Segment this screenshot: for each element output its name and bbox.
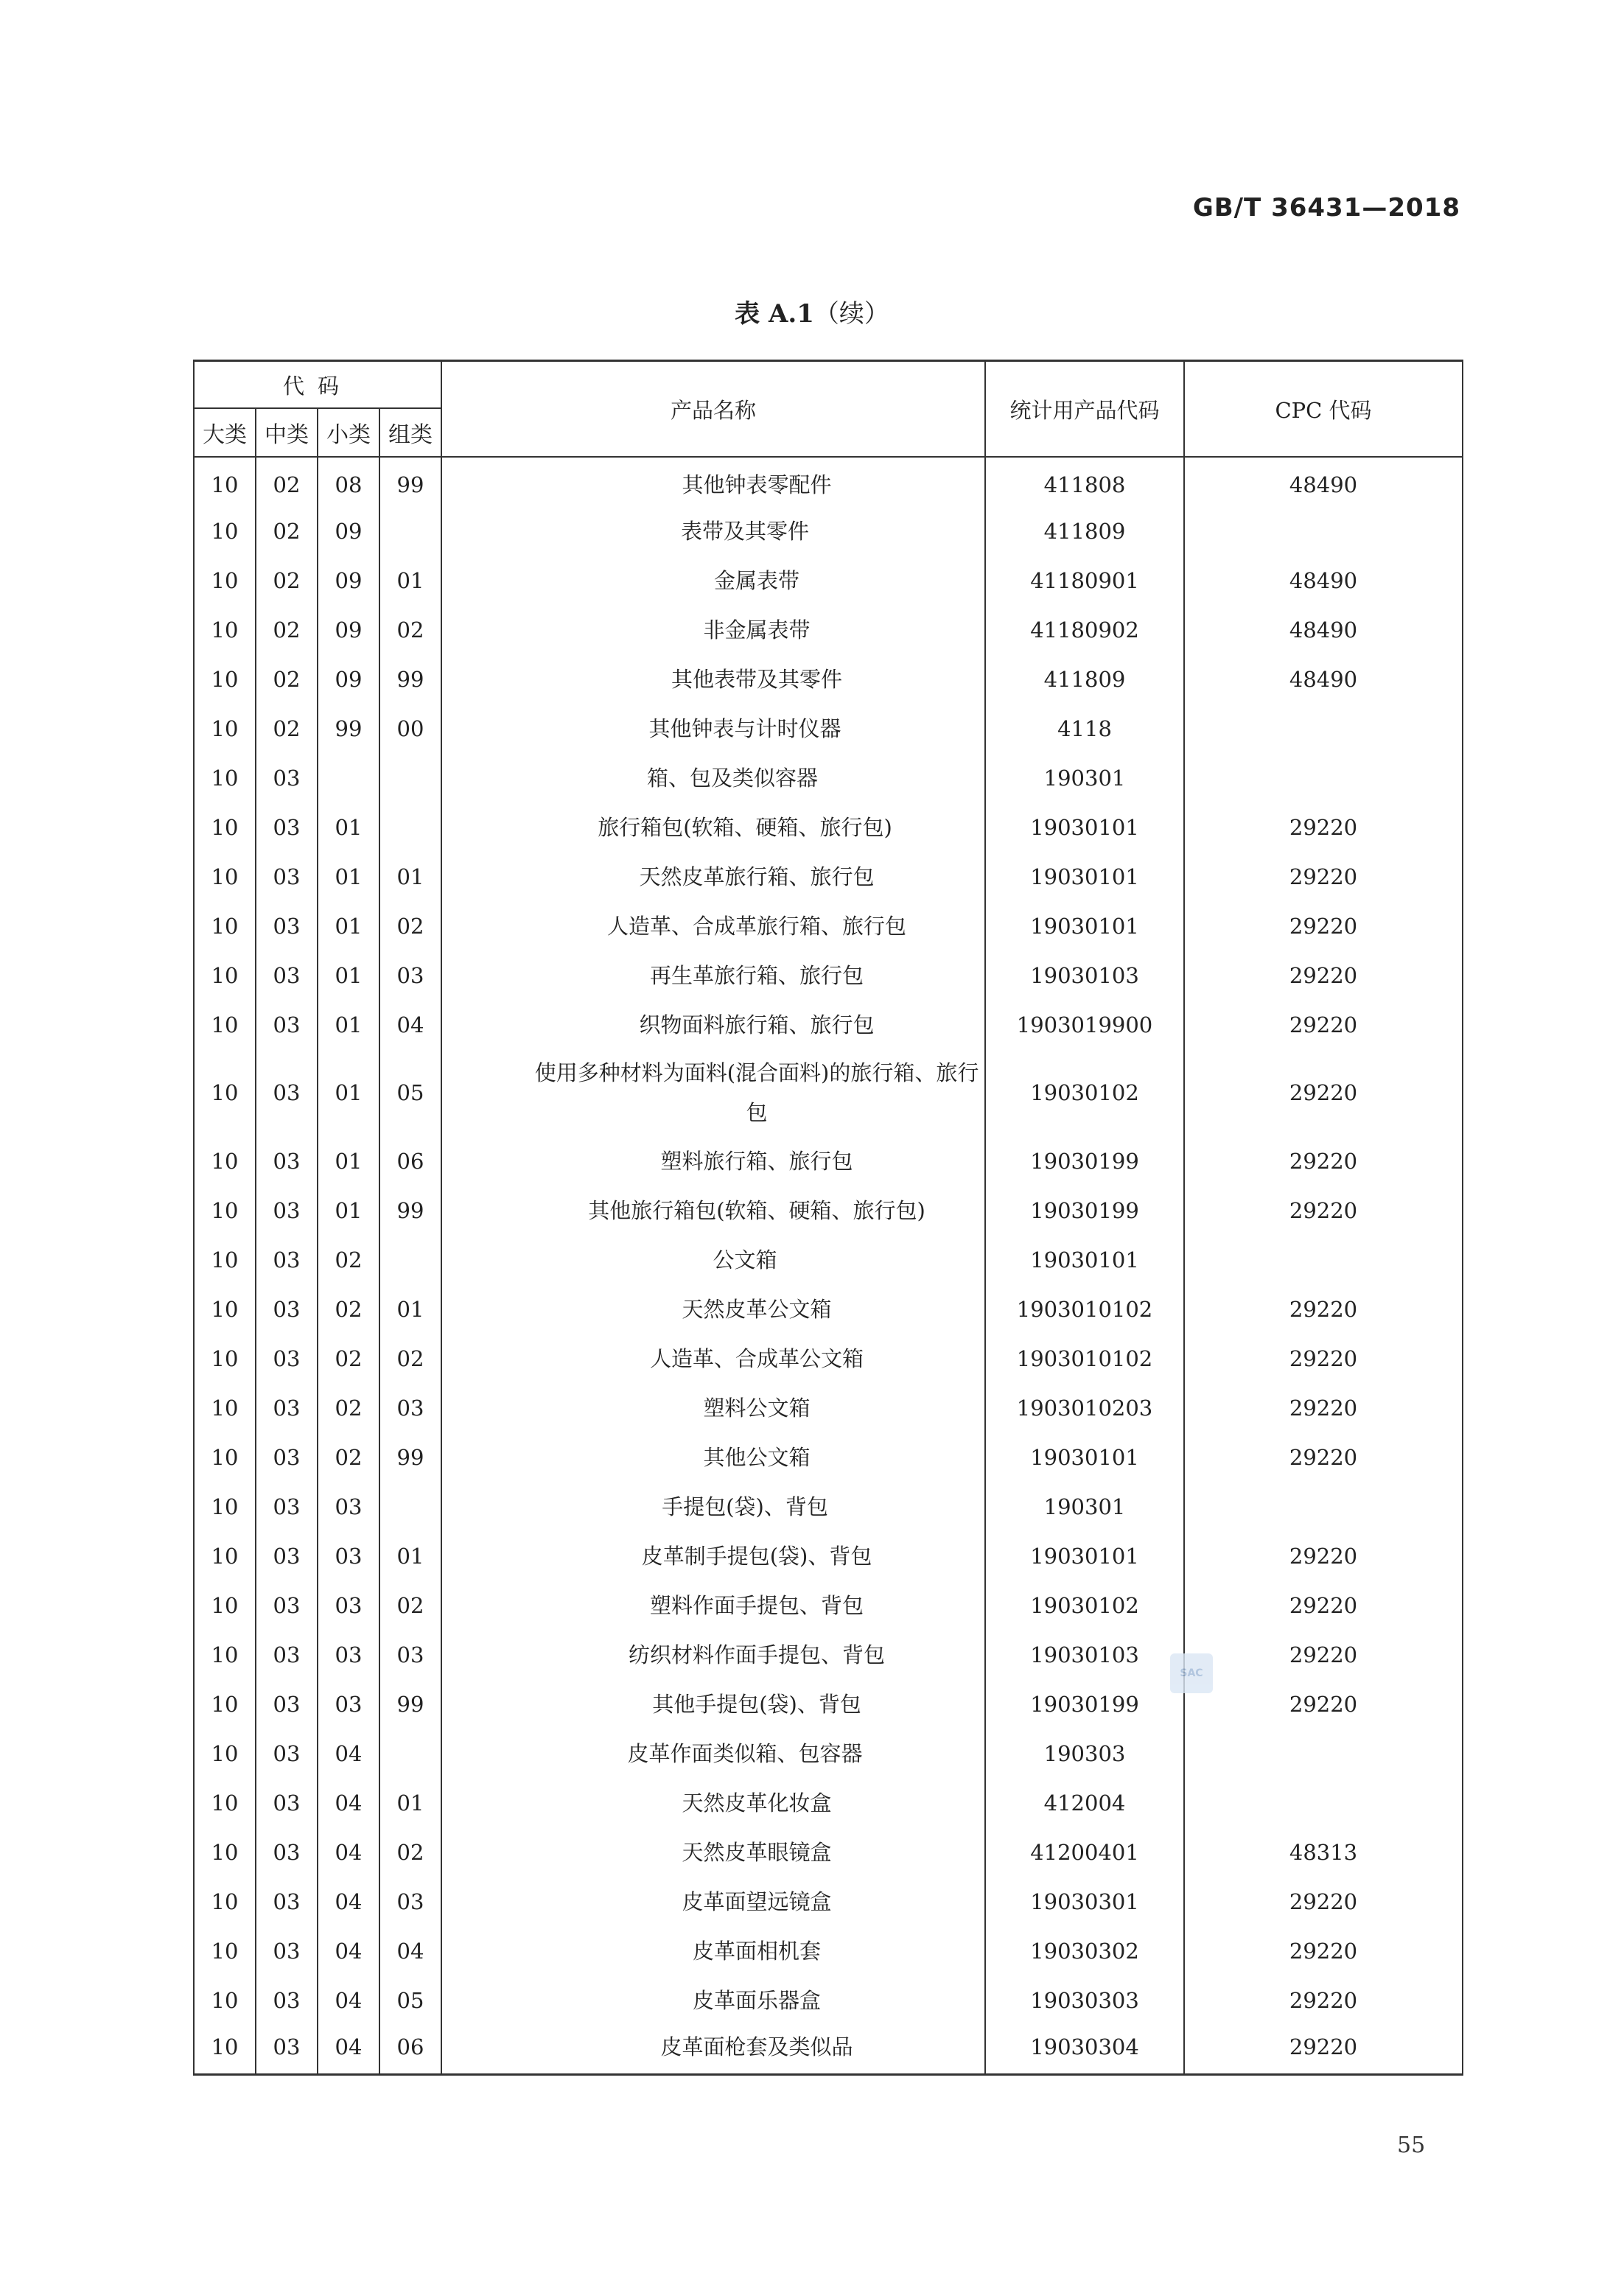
table-row bbox=[194, 457, 1463, 506]
table-row bbox=[194, 1000, 1463, 1049]
major-class-cell: 10 bbox=[194, 1531, 256, 1580]
minor-class-cell: 03 bbox=[318, 1630, 379, 1679]
stat-code-cell: 19030102 bbox=[985, 1049, 1184, 1136]
minor-class-cell: 09 bbox=[318, 556, 379, 605]
table-row bbox=[194, 852, 1463, 901]
table-row bbox=[194, 1679, 1463, 1729]
product-name-cell: 箱、包及类似容器 bbox=[441, 753, 985, 802]
major-class-cell: 10 bbox=[194, 901, 256, 951]
stat-code-cell: 411808 bbox=[985, 457, 1184, 506]
minor-class-cell: 03 bbox=[318, 1482, 379, 1531]
minor-class-cell: 08 bbox=[318, 457, 379, 506]
stat-code-cell: 412004 bbox=[985, 1778, 1184, 1827]
middle-class-cell: 03 bbox=[256, 1284, 318, 1334]
stat-code-cell: 41200401 bbox=[985, 1827, 1184, 1877]
group-class-cell bbox=[379, 1482, 441, 1531]
table-row bbox=[194, 753, 1463, 802]
product-name-cell: 纺织材料作面手提包、背包 bbox=[441, 1630, 985, 1679]
product-code-table bbox=[193, 360, 1463, 2076]
product-name-cell: 再生革旅行箱、旅行包 bbox=[441, 951, 985, 1000]
group-class-cell: 04 bbox=[379, 1926, 441, 1975]
stat-code-cell: 19030199 bbox=[985, 1136, 1184, 1186]
stat-code-cell: 1903010203 bbox=[985, 1383, 1184, 1432]
group-class-cell: 99 bbox=[379, 1679, 441, 1729]
middle-class-cell: 03 bbox=[256, 1877, 318, 1926]
table-row bbox=[194, 1827, 1463, 1877]
table-row bbox=[194, 506, 1463, 556]
group-class-cell bbox=[379, 1235, 441, 1284]
group-class-cell: 99 bbox=[379, 1432, 441, 1482]
cpc-code-cell: 29220 bbox=[1184, 1049, 1463, 1136]
table-row bbox=[194, 605, 1463, 654]
sac-watermark-logo: SAC bbox=[1170, 1653, 1213, 1693]
middle-class-cell: 02 bbox=[256, 506, 318, 556]
cpc-code-cell: 29220 bbox=[1184, 1432, 1463, 1482]
group-class-cell: 02 bbox=[379, 605, 441, 654]
product-name-cell: 其他手提包(袋)、背包 bbox=[441, 1679, 985, 1729]
minor-class-cell: 01 bbox=[318, 1000, 379, 1049]
table-row bbox=[194, 1284, 1463, 1334]
table-row bbox=[194, 1186, 1463, 1235]
stat-code-cell: 411809 bbox=[985, 654, 1184, 704]
stat-code-cell: 19030199 bbox=[985, 1679, 1184, 1729]
table-row bbox=[194, 951, 1463, 1000]
minor-class-cell: 02 bbox=[318, 1432, 379, 1482]
cpc-code-cell: 29220 bbox=[1184, 1186, 1463, 1235]
major-class-cell: 10 bbox=[194, 1000, 256, 1049]
major-class-cell: 10 bbox=[194, 1679, 256, 1729]
cpc-code-cell: 29220 bbox=[1184, 1580, 1463, 1630]
table-row bbox=[194, 1926, 1463, 1975]
middle-class-cell: 03 bbox=[256, 1926, 318, 1975]
table-row bbox=[194, 1482, 1463, 1531]
group-class-cell: 01 bbox=[379, 1284, 441, 1334]
stat-code-cell: 190303 bbox=[985, 1729, 1184, 1778]
cpc-code-cell bbox=[1184, 753, 1463, 802]
stat-code-cell: 411809 bbox=[985, 506, 1184, 556]
product-name-cell: 皮革面望远镜盒 bbox=[441, 1877, 985, 1926]
page-number: 55 bbox=[1397, 2132, 1426, 2158]
stat-code-cell: 19030102 bbox=[985, 1580, 1184, 1630]
product-name-cell: 其他旅行箱包(软箱、硬箱、旅行包) bbox=[441, 1186, 985, 1235]
minor-class-cell: 02 bbox=[318, 1334, 379, 1383]
standard-number: GB/T 36431—2018 bbox=[1192, 193, 1460, 223]
middle-class-cell: 03 bbox=[256, 1778, 318, 1827]
middle-class-cell: 03 bbox=[256, 901, 318, 951]
minor-class-cell: 09 bbox=[318, 605, 379, 654]
group-class-cell: 99 bbox=[379, 457, 441, 506]
table-row bbox=[194, 1383, 1463, 1432]
cpc-code-cell: 48490 bbox=[1184, 556, 1463, 605]
middle-class-cell: 03 bbox=[256, 753, 318, 802]
major-class-cell: 10 bbox=[194, 1482, 256, 1531]
cpc-code-cell bbox=[1184, 1235, 1463, 1284]
minor-class-cell: 04 bbox=[318, 2025, 379, 2074]
group-class-cell: 06 bbox=[379, 2025, 441, 2074]
major-class-cell: 10 bbox=[194, 1186, 256, 1235]
major-class-cell: 10 bbox=[194, 1235, 256, 1284]
middle-class-cell: 03 bbox=[256, 1000, 318, 1049]
major-class-cell: 10 bbox=[194, 506, 256, 556]
group-class-cell: 03 bbox=[379, 1877, 441, 1926]
group-class-cell: 00 bbox=[379, 704, 441, 753]
middle-class-cell: 02 bbox=[256, 556, 318, 605]
minor-class-cell: 09 bbox=[318, 654, 379, 704]
minor-class-cell: 01 bbox=[318, 1186, 379, 1235]
stat-code-cell: 19030302 bbox=[985, 1926, 1184, 1975]
group-class-cell: 02 bbox=[379, 901, 441, 951]
major-class-cell: 10 bbox=[194, 852, 256, 901]
major-class-cell: 10 bbox=[194, 556, 256, 605]
middle-class-cell: 03 bbox=[256, 1580, 318, 1630]
table-row bbox=[194, 1975, 1463, 2025]
cpc-code-cell: 29220 bbox=[1184, 1926, 1463, 1975]
table-row bbox=[194, 1432, 1463, 1482]
table-row bbox=[194, 1729, 1463, 1778]
middle-class-cell: 03 bbox=[256, 1136, 318, 1186]
major-class-cell: 10 bbox=[194, 457, 256, 506]
stat-code-cell: 190301 bbox=[985, 753, 1184, 802]
product-name-cell: 手提包(袋)、背包 bbox=[441, 1482, 985, 1531]
middle-class-cell: 03 bbox=[256, 1383, 318, 1432]
middle-class-cell: 03 bbox=[256, 1827, 318, 1877]
cpc-code-cell: 29220 bbox=[1184, 2025, 1463, 2074]
major-class-cell: 10 bbox=[194, 654, 256, 704]
table-row bbox=[194, 1334, 1463, 1383]
table-row bbox=[194, 1630, 1463, 1679]
major-class-cell: 10 bbox=[194, 753, 256, 802]
middle-class-cell: 03 bbox=[256, 1630, 318, 1679]
stat-code-cell: 1903010102 bbox=[985, 1284, 1184, 1334]
major-class-cell: 10 bbox=[194, 2025, 256, 2074]
group-class-cell: 99 bbox=[379, 1186, 441, 1235]
minor-class-cell: 01 bbox=[318, 1049, 379, 1136]
group-class-cell: 01 bbox=[379, 1778, 441, 1827]
product-name-cell: 人造革、合成革公文箱 bbox=[441, 1334, 985, 1383]
major-class-cell: 10 bbox=[194, 1284, 256, 1334]
product-name-cell: 其他钟表与计时仪器 bbox=[441, 704, 985, 753]
product-name-cell: 皮革面乐器盒 bbox=[441, 1975, 985, 2025]
major-class-cell: 10 bbox=[194, 1926, 256, 1975]
table-row bbox=[194, 1877, 1463, 1926]
header-code-group: 代码 bbox=[194, 361, 441, 409]
cpc-code-cell: 48490 bbox=[1184, 457, 1463, 506]
major-class-cell: 10 bbox=[194, 1975, 256, 2025]
table-row bbox=[194, 1580, 1463, 1630]
stat-code-cell: 4118 bbox=[985, 704, 1184, 753]
stat-code-cell: 1903010102 bbox=[985, 1334, 1184, 1383]
major-class-cell: 10 bbox=[194, 1877, 256, 1926]
table-row bbox=[194, 1049, 1463, 1136]
stat-code-cell: 19030303 bbox=[985, 1975, 1184, 2025]
table-row bbox=[194, 654, 1463, 704]
group-class-cell: 01 bbox=[379, 1531, 441, 1580]
stat-code-cell: 19030301 bbox=[985, 1877, 1184, 1926]
header-major-class: 大类 bbox=[194, 408, 256, 457]
product-name-cell: 公文箱 bbox=[441, 1235, 985, 1284]
stat-code-cell: 1903019900 bbox=[985, 1000, 1184, 1049]
middle-class-cell: 03 bbox=[256, 2025, 318, 2074]
product-name-cell: 天然皮革公文箱 bbox=[441, 1284, 985, 1334]
stat-code-cell: 19030103 bbox=[985, 1630, 1184, 1679]
product-name-cell: 皮革面相机套 bbox=[441, 1926, 985, 1975]
middle-class-cell: 03 bbox=[256, 852, 318, 901]
product-name-cell: 天然皮革眼镜盒 bbox=[441, 1827, 985, 1877]
middle-class-cell: 03 bbox=[256, 1531, 318, 1580]
product-name-cell: 其他表带及其零件 bbox=[441, 654, 985, 704]
middle-class-cell: 03 bbox=[256, 1482, 318, 1531]
minor-class-cell: 02 bbox=[318, 1383, 379, 1432]
table-caption-suffix: （续） bbox=[813, 299, 889, 329]
table-caption-title: 表 A.1 bbox=[735, 299, 814, 329]
middle-class-cell: 02 bbox=[256, 457, 318, 506]
middle-class-cell: 02 bbox=[256, 654, 318, 704]
minor-class-cell: 04 bbox=[318, 1729, 379, 1778]
stat-code-cell: 19030103 bbox=[985, 951, 1184, 1000]
header-minor-class: 小类 bbox=[318, 408, 379, 457]
table-row bbox=[194, 1531, 1463, 1580]
header-stat-code: 统计用产品代码 bbox=[985, 361, 1184, 458]
major-class-cell: 10 bbox=[194, 605, 256, 654]
product-name-cell: 织物面料旅行箱、旅行包 bbox=[441, 1000, 985, 1049]
minor-class-cell: 99 bbox=[318, 704, 379, 753]
cpc-code-cell: 29220 bbox=[1184, 852, 1463, 901]
group-class-cell: 03 bbox=[379, 951, 441, 1000]
middle-class-cell: 03 bbox=[256, 1049, 318, 1136]
minor-class-cell: 01 bbox=[318, 901, 379, 951]
product-name-cell: 皮革制手提包(袋)、背包 bbox=[441, 1531, 985, 1580]
table-caption bbox=[0, 293, 1624, 329]
middle-class-cell: 03 bbox=[256, 1235, 318, 1284]
minor-class-cell: 04 bbox=[318, 1975, 379, 2025]
cpc-code-cell: 29220 bbox=[1184, 951, 1463, 1000]
cpc-code-cell bbox=[1184, 506, 1463, 556]
cpc-code-cell: 48490 bbox=[1184, 654, 1463, 704]
product-name-cell: 皮革作面类似箱、包容器 bbox=[441, 1729, 985, 1778]
cpc-code-cell bbox=[1184, 1729, 1463, 1778]
major-class-cell: 10 bbox=[194, 704, 256, 753]
major-class-cell: 10 bbox=[194, 1827, 256, 1877]
major-class-cell: 10 bbox=[194, 1778, 256, 1827]
cpc-code-cell bbox=[1184, 1482, 1463, 1531]
stat-code-cell: 41180901 bbox=[985, 556, 1184, 605]
table-row bbox=[194, 2025, 1463, 2074]
product-name-cell: 塑料公文箱 bbox=[441, 1383, 985, 1432]
minor-class-cell: 01 bbox=[318, 951, 379, 1000]
minor-class-cell: 04 bbox=[318, 1778, 379, 1827]
middle-class-cell: 03 bbox=[256, 1975, 318, 2025]
cpc-code-cell: 29220 bbox=[1184, 1284, 1463, 1334]
minor-class-cell bbox=[318, 753, 379, 802]
stat-code-cell: 41180902 bbox=[985, 605, 1184, 654]
product-name-cell: 其他钟表零配件 bbox=[441, 457, 985, 506]
major-class-cell: 10 bbox=[194, 1432, 256, 1482]
group-class-cell: 06 bbox=[379, 1136, 441, 1186]
middle-class-cell: 02 bbox=[256, 605, 318, 654]
cpc-code-cell: 29220 bbox=[1184, 1679, 1463, 1729]
product-name-cell: 其他公文箱 bbox=[441, 1432, 985, 1482]
product-name-cell: 旅行箱包(软箱、硬箱、旅行包) bbox=[441, 802, 985, 852]
middle-class-cell: 02 bbox=[256, 704, 318, 753]
table-row bbox=[194, 1235, 1463, 1284]
middle-class-cell: 03 bbox=[256, 951, 318, 1000]
group-class-cell bbox=[379, 802, 441, 852]
minor-class-cell: 04 bbox=[318, 1827, 379, 1877]
product-name-cell: 人造革、合成革旅行箱、旅行包 bbox=[441, 901, 985, 951]
minor-class-cell: 03 bbox=[318, 1580, 379, 1630]
middle-class-cell: 03 bbox=[256, 1186, 318, 1235]
minor-class-cell: 01 bbox=[318, 802, 379, 852]
cpc-code-cell: 29220 bbox=[1184, 802, 1463, 852]
group-class-cell: 02 bbox=[379, 1334, 441, 1383]
stat-code-cell: 19030101 bbox=[985, 901, 1184, 951]
table-row bbox=[194, 1778, 1463, 1827]
product-name-cell: 塑料旅行箱、旅行包 bbox=[441, 1136, 985, 1186]
middle-class-cell: 03 bbox=[256, 1679, 318, 1729]
product-name-cell: 非金属表带 bbox=[441, 605, 985, 654]
middle-class-cell: 03 bbox=[256, 802, 318, 852]
middle-class-cell: 03 bbox=[256, 1432, 318, 1482]
major-class-cell: 10 bbox=[194, 1334, 256, 1383]
table-row bbox=[194, 901, 1463, 951]
cpc-code-cell bbox=[1184, 1778, 1463, 1827]
group-class-cell bbox=[379, 506, 441, 556]
major-class-cell: 10 bbox=[194, 1580, 256, 1630]
header-product-name: 产品名称 bbox=[441, 361, 985, 458]
product-name-cell: 天然皮革旅行箱、旅行包 bbox=[441, 852, 985, 901]
major-class-cell: 10 bbox=[194, 1383, 256, 1432]
minor-class-cell: 04 bbox=[318, 1877, 379, 1926]
cpc-code-cell: 48490 bbox=[1184, 605, 1463, 654]
minor-class-cell: 01 bbox=[318, 852, 379, 901]
minor-class-cell: 01 bbox=[318, 1136, 379, 1186]
table-row bbox=[194, 802, 1463, 852]
stat-code-cell: 190301 bbox=[985, 1482, 1184, 1531]
stat-code-cell: 19030199 bbox=[985, 1186, 1184, 1235]
major-class-cell: 10 bbox=[194, 1049, 256, 1136]
stat-code-cell: 19030101 bbox=[985, 802, 1184, 852]
cpc-code-cell: 29220 bbox=[1184, 1136, 1463, 1186]
major-class-cell: 10 bbox=[194, 1729, 256, 1778]
product-name-cell: 金属表带 bbox=[441, 556, 985, 605]
middle-class-cell: 03 bbox=[256, 1729, 318, 1778]
group-class-cell bbox=[379, 753, 441, 802]
group-class-cell: 05 bbox=[379, 1049, 441, 1136]
cpc-code-cell: 29220 bbox=[1184, 1975, 1463, 2025]
major-class-cell: 10 bbox=[194, 1136, 256, 1186]
table-body bbox=[194, 457, 1463, 2074]
major-class-cell: 10 bbox=[194, 802, 256, 852]
group-class-cell: 02 bbox=[379, 1580, 441, 1630]
group-class-cell: 02 bbox=[379, 1827, 441, 1877]
major-class-cell: 10 bbox=[194, 1630, 256, 1679]
stat-code-cell: 19030101 bbox=[985, 1432, 1184, 1482]
cpc-code-cell: 48313 bbox=[1184, 1827, 1463, 1877]
group-class-cell bbox=[379, 1729, 441, 1778]
group-class-cell: 01 bbox=[379, 556, 441, 605]
cpc-code-cell: 29220 bbox=[1184, 1630, 1463, 1679]
table-row bbox=[194, 704, 1463, 753]
cpc-code-cell: 29220 bbox=[1184, 1877, 1463, 1926]
header-cpc-code: CPC 代码 bbox=[1184, 361, 1463, 458]
minor-class-cell: 09 bbox=[318, 506, 379, 556]
stat-code-cell: 19030304 bbox=[985, 2025, 1184, 2074]
major-class-cell: 10 bbox=[194, 951, 256, 1000]
stat-code-cell: 19030101 bbox=[985, 852, 1184, 901]
minor-class-cell: 03 bbox=[318, 1679, 379, 1729]
group-class-cell: 03 bbox=[379, 1383, 441, 1432]
group-class-cell: 99 bbox=[379, 654, 441, 704]
middle-class-cell: 03 bbox=[256, 1334, 318, 1383]
group-class-cell: 01 bbox=[379, 852, 441, 901]
cpc-code-cell: 29220 bbox=[1184, 901, 1463, 951]
header-middle-class: 中类 bbox=[256, 408, 318, 457]
stat-code-cell: 19030101 bbox=[985, 1235, 1184, 1284]
group-class-cell: 05 bbox=[379, 1975, 441, 2025]
stat-code-cell: 19030101 bbox=[985, 1531, 1184, 1580]
minor-class-cell: 02 bbox=[318, 1284, 379, 1334]
header-group-class: 组类 bbox=[379, 408, 441, 457]
product-name-cell: 塑料作面手提包、背包 bbox=[441, 1580, 985, 1630]
product-name-cell: 表带及其零件 bbox=[441, 506, 985, 556]
minor-class-cell: 02 bbox=[318, 1235, 379, 1284]
group-class-cell: 03 bbox=[379, 1630, 441, 1679]
group-class-cell: 04 bbox=[379, 1000, 441, 1049]
cpc-code-cell: 29220 bbox=[1184, 1383, 1463, 1432]
product-name-cell: 皮革面枪套及类似品 bbox=[441, 2025, 985, 2074]
table-row bbox=[194, 556, 1463, 605]
cpc-code-cell: 29220 bbox=[1184, 1000, 1463, 1049]
product-name-cell: 天然皮革化妆盒 bbox=[441, 1778, 985, 1827]
cpc-code-cell: 29220 bbox=[1184, 1531, 1463, 1580]
product-name-cell: 使用多种材料为面料(混合面料)的旅行箱、旅行包 bbox=[441, 1049, 985, 1136]
cpc-code-cell: 29220 bbox=[1184, 1334, 1463, 1383]
table-row bbox=[194, 1136, 1463, 1186]
minor-class-cell: 03 bbox=[318, 1531, 379, 1580]
cpc-code-cell bbox=[1184, 704, 1463, 753]
minor-class-cell: 04 bbox=[318, 1926, 379, 1975]
